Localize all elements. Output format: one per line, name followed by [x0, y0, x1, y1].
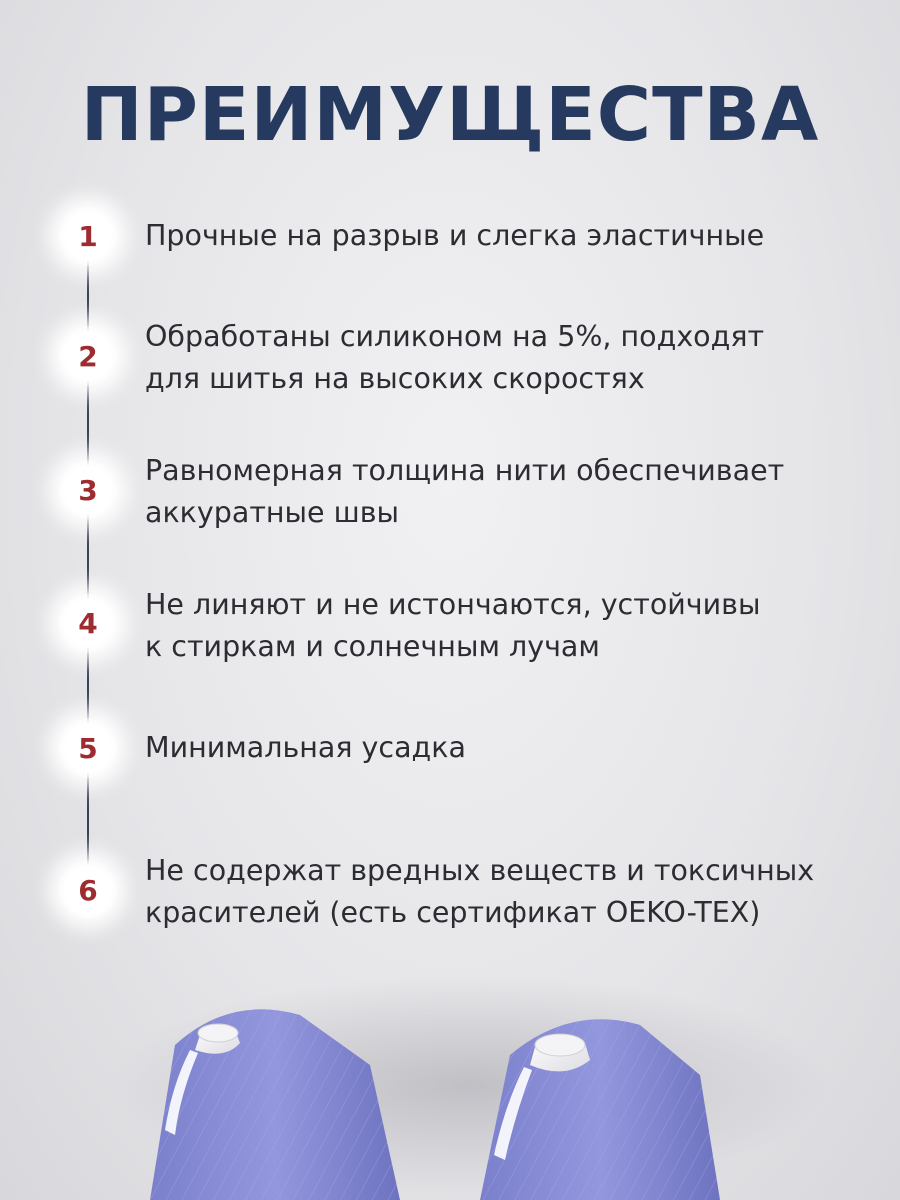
advantage-line: для шитья на высоких скоростях [145, 362, 645, 395]
advantage-item-2 [145, 316, 865, 400]
step-badge-4: 4 [58, 593, 118, 653]
advantage-line: Не содержат вредных веществ и токсичных [145, 854, 815, 887]
advantage-item-5 [145, 727, 865, 769]
page-title: ПРЕИМУЩЕСТВА [80, 72, 820, 158]
step-badge-5: 5 [58, 718, 118, 778]
thread-spools-image [0, 975, 900, 1200]
step-badge-1: 1 [58, 206, 118, 266]
advantage-line: Минимальная усадка [145, 731, 466, 764]
advantage-item-1 [145, 215, 865, 257]
advantage-item-3 [145, 450, 865, 534]
advantage-line: Прочные на разрыв и слегка эластичные [145, 219, 765, 252]
advantage-line: красителей (есть сертификат OEKO-TEX) [145, 896, 761, 929]
advantage-item-6 [145, 850, 865, 934]
advantage-item-4 [145, 584, 865, 668]
advantage-line: Равномерная толщина нити обеспечивает [145, 454, 785, 487]
advantage-line: аккуратные швы [145, 496, 400, 529]
advantage-line: к стиркам и солнечным лучам [145, 630, 600, 663]
step-badge-2: 2 [58, 326, 118, 386]
step-badge-6: 6 [58, 860, 118, 920]
advantage-line: Обработаны силиконом на 5%, подходят [145, 320, 765, 353]
advantage-line: Не линяют и не истончаются, устойчивы [145, 588, 761, 621]
step-badge-3: 3 [58, 460, 118, 520]
